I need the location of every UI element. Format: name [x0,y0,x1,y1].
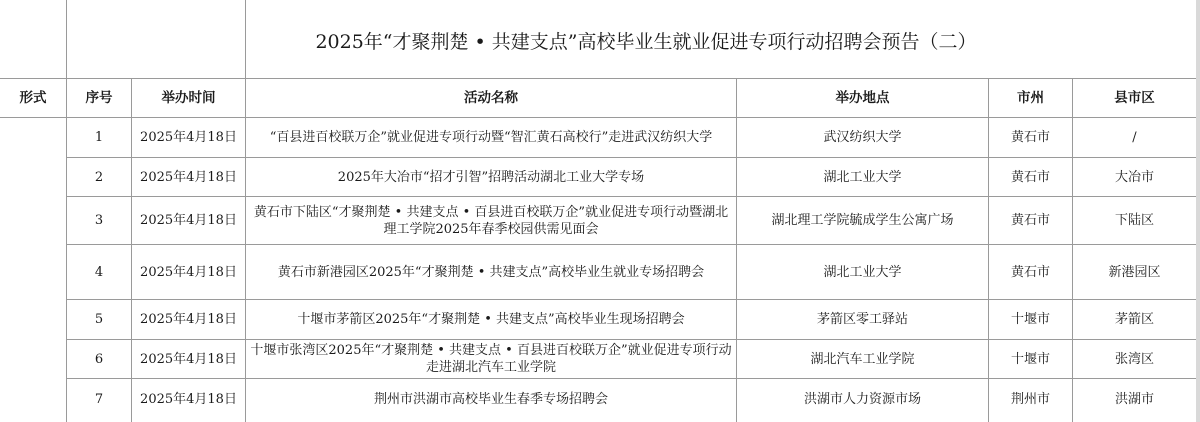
table-row-county: 洪湖市 [1114,391,1154,407]
table-row-time: 2025年4月18日 [140,213,237,228]
table-row-seq: 4 [94,264,104,280]
table-row-time: 2025年4月18日 [140,169,237,185]
table-row-city: 黄石市 [1010,264,1050,280]
table-row-county: / [1132,130,1137,145]
table-row-time: 2025年4月18日 [140,351,237,367]
table-row-place: 武汉纺织大学 [823,130,902,145]
table-row-time: 2025年4月18日 [140,264,237,280]
scrollbar-edge [1196,0,1200,422]
table-row-name: 黄石市新港园区2025年“才聚荆楚 • 共建支点”高校毕业生就业专场招聘会 [277,264,705,280]
table-row-county: 下陆区 [1114,213,1154,228]
table-row-seq: 3 [94,213,104,228]
table-row-city: 十堰市 [1010,351,1050,367]
table-row-county: 茅箭区 [1114,312,1154,327]
table-row-name: 黄石市下陆区“才聚荆楚 • 共建支点 • 百县进百校联万企”就业促进专项行动暨湖北理工学院2025年春季校园供需见面会 [253,204,729,237]
table-row-city: 黄石市 [1010,169,1050,185]
column-header-seq: 序号 [85,89,113,106]
page-title: 2025年“才聚荆楚 • 共建支点”高校毕业生就业促进专项行动招聘会预告（二） [315,30,977,53]
table-row-city: 黄石市 [1010,213,1050,228]
table-row-seq: 7 [94,391,104,407]
table-row-seq: 1 [94,130,104,145]
table-row-seq: 2 [94,169,104,185]
table-row-name: 2025年大冶市“招才引智”招聘活动湖北工业大学专场 [337,169,645,185]
table-row-place: 湖北汽车工业学院 [810,351,915,367]
table-row-time: 2025年4月18日 [140,391,237,407]
table-row-name: 十堰市茅箭区2025年“才聚荆楚 • 共建支点”高校毕业生现场招聘会 [297,312,685,327]
column-header-time: 举办时间 [161,89,216,106]
table-row-county: 张湾区 [1114,351,1154,367]
table-row-place: 茅箭区零工驿站 [816,312,908,327]
table-row-county: 新港园区 [1108,264,1161,280]
table-row-county: 大冶市 [1114,169,1154,185]
table-row-city: 黄石市 [1010,130,1050,145]
column-header-name: 活动名称 [464,89,518,106]
table-row-place: 洪湖市人力资源市场 [803,391,921,407]
table-row-time: 2025年4月18日 [140,130,237,145]
table-row-seq: 5 [94,312,104,327]
table-row-place: 湖北工业大学 [823,169,902,185]
table-row-city: 荆州市 [1010,391,1050,407]
column-header-city: 市州 [1017,89,1044,106]
table-row-place: 湖北理工学院毓成学生公寓广场 [771,213,954,228]
table-row-place: 湖北工业大学 [823,264,902,280]
table-row-time: 2025年4月18日 [140,312,237,327]
table-row-name: “百县进百校联万企”就业促进专项行动暨“智汇黄石高校行”走进武汉纺织大学 [269,130,713,145]
table-row-seq: 6 [94,351,104,367]
table-row-city: 十堰市 [1010,312,1050,327]
table-row-name: 十堰市张湾区2025年“才聚荆楚 • 共建支点 • 百县进百校联万企”就业促进专项行动走进湖北汽车工业学院 [250,343,732,375]
column-header-county: 县市区 [1114,89,1155,106]
column-header-form: 形式 [19,89,47,106]
table-row-name: 荆州市洪湖市高校毕业生春季专场招聘会 [373,391,608,407]
column-header-place: 举办地点 [835,89,890,106]
